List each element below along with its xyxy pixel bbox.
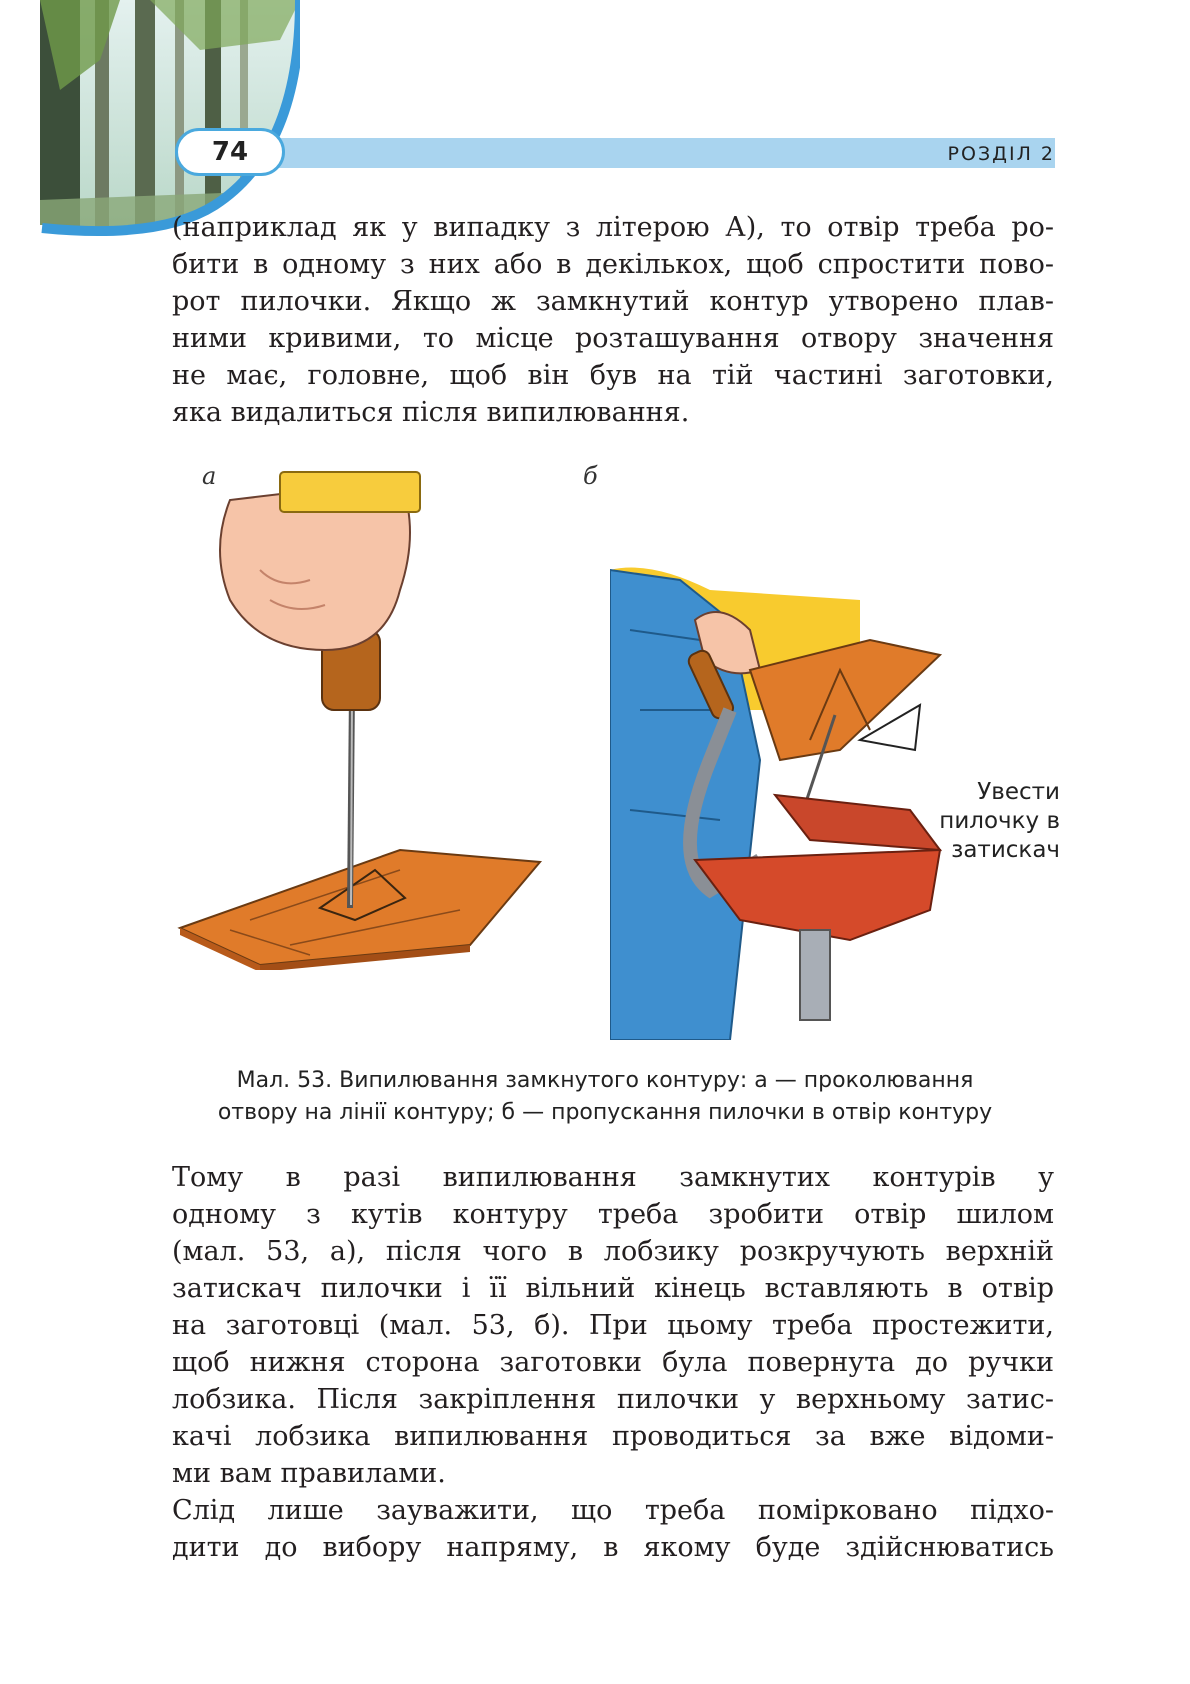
text-line: Тому в разі випилювання замкнутих контурів у <box>172 1162 1054 1193</box>
text-line: на заготовці (мал. 53, б). При цьому треба простежити, <box>172 1310 1054 1341</box>
illustration-fretsaw <box>610 560 960 1040</box>
text-line: дити до вибору напряму, в якому буде здійснюватись <box>172 1532 1054 1563</box>
text-line: качі лобзика випилювання проводиться за вже відоми- <box>172 1421 1054 1452</box>
text-line: не має, головне, щоб він був на тій частині заготовки, <box>172 360 1054 391</box>
text-line: бити в одному з них або в декількох, щоб спростити пово- <box>172 249 1054 280</box>
caption-line: отвору на лінії контуру; б — пропускання пилочки в отвір контуру <box>217 1100 993 1125</box>
corner-forest-image <box>0 0 300 240</box>
caption-line: Мал. 53. Випилювання замкнутого контуру: а — проколювання <box>236 1068 974 1093</box>
text-line: (мал. 53, а), після чого в лобзику розкручують верхній <box>172 1236 1054 1267</box>
callout-line: пилочку в <box>939 808 1060 834</box>
figure-label-b: б <box>583 462 598 490</box>
callout-line: Увести <box>977 779 1060 805</box>
text-line: ними кривими, то місце розташування отвору значення <box>172 323 1054 354</box>
text-line: рот пилочки. Якщо ж замкнутий контур утворено плав- <box>172 286 1054 317</box>
figure-caption <box>150 1065 1060 1129</box>
page-number: 74 <box>175 128 285 176</box>
figure-label-a: а <box>202 462 217 490</box>
section-label: РОЗДІЛ 2 <box>947 143 1055 165</box>
text-line: щоб нижня сторона заготовки була повернута до ручки <box>172 1347 1054 1378</box>
text-line: лобзика. Після закріплення пилочки у верхньому затис- <box>172 1384 1054 1415</box>
text-line: затискач пилочки і її вільний кінець вставляють в отвір <box>172 1273 1054 1304</box>
text-line: одному з кутів контуру треба зробити отвір шилом <box>172 1199 1054 1230</box>
text-line: (наприклад як у випадку з літерою А), то отвір треба ро- <box>172 212 1054 243</box>
text-line: яка видалиться після випилювання. <box>172 397 690 428</box>
text-line: ми вам правилами. <box>172 1458 446 1489</box>
callout-line: затискач <box>951 837 1060 863</box>
header-bar <box>245 138 1055 168</box>
illustration-awl <box>170 450 570 970</box>
text-line: Слід лише зауважити, що треба помірковано підхо- <box>172 1495 1054 1526</box>
figure-callout <box>920 778 1060 865</box>
